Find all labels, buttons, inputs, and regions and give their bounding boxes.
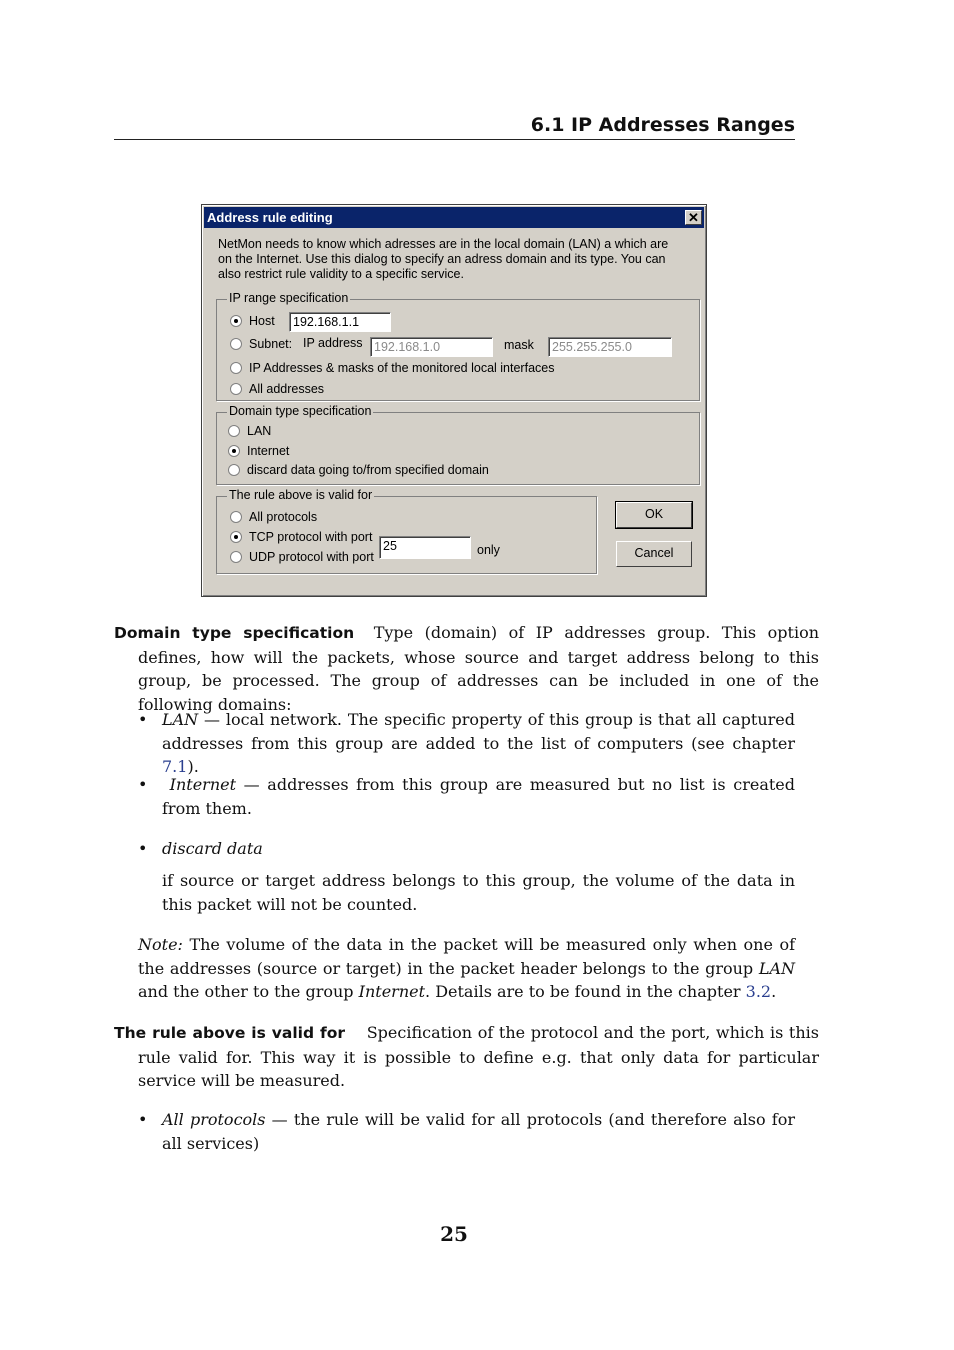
validity-legend: The rule above is valid for: [229, 488, 373, 502]
discard-bullet-item: [138, 837, 795, 861]
lan-text: — local network. The specific property of this group is that all captured addresses from this group are added to the list of computers (see chapter: [162, 710, 795, 753]
domain-type-group: [216, 404, 700, 485]
only-label: only: [477, 543, 500, 557]
tcp-radio-row[interactable]: [230, 530, 372, 544]
lan-bullet-item: [138, 708, 795, 779]
udp-radio-row[interactable]: [230, 550, 374, 564]
rule-valid-paragraph: [114, 1021, 819, 1093]
dialog-title: Address rule editing: [207, 210, 333, 225]
all-protocols-radio-row[interactable]: [230, 510, 317, 524]
all-addresses-radio-row[interactable]: [230, 382, 324, 396]
note-paragraph: [138, 933, 795, 1004]
address-rule-dialog: [201, 204, 707, 597]
chapter-7-1-link[interactable]: 7.1: [162, 757, 188, 776]
note-internet: Internet: [358, 982, 426, 1001]
note-text-a: The volume of the data in the packet will be measured only when one of the addresses (source or target) in the packet header belongs to the group: [138, 935, 795, 978]
chapter-3-2-link[interactable]: 3.2: [745, 982, 772, 1001]
all-addresses-label: All addresses: [249, 382, 325, 396]
dialog-intro: NetMon needs to know which adresses are in the local domain (LAN) a which are on the Internet. Use this dialog to specify an adress domain and its type. You can also restrict rule validity to a specific service.: [218, 237, 669, 281]
note-label: Note:: [138, 935, 183, 954]
bullet: •: [138, 1110, 148, 1129]
host-input[interactable]: 192.168.1.1: [289, 312, 391, 332]
mask-label: mask: [504, 338, 534, 352]
ip-range-legend: IP range specification: [229, 291, 349, 305]
ip-address-label: IP address: [303, 336, 363, 350]
discard-description: [138, 869, 795, 916]
all-protocols-term: All protocols: [162, 1110, 266, 1129]
port-input[interactable]: 25: [379, 536, 471, 559]
discard-radio-row[interactable]: [228, 463, 489, 477]
discard-term: discard data: [162, 839, 263, 858]
lan-text-end: ).: [187, 757, 199, 776]
rule-valid-term: The rule above is valid for: [114, 1024, 346, 1042]
internet-radio[interactable]: [228, 445, 240, 457]
validity-group: [216, 488, 597, 574]
ip-range-group: [216, 291, 700, 401]
discard-label: discard data going to/from specified domain: [247, 463, 489, 477]
internet-radio-row[interactable]: [228, 444, 289, 458]
internet-text: — addresses from this group are measured but no list is created from them.: [162, 775, 795, 818]
cancel-button[interactable]: Cancel: [616, 541, 692, 567]
dialog-titlebar: [204, 207, 704, 228]
domain-type-text: Type (domain) of IP addresses group. This option defines, how will the packets, whose source and target address belong to this group, be processed. The group of addresses can be included in one of the following domains:: [138, 623, 820, 714]
all-protocols-label: All protocols: [249, 510, 318, 524]
bullet: •: [138, 839, 148, 858]
note-text-d: .: [771, 982, 777, 1001]
ok-button[interactable]: OK: [616, 502, 692, 528]
mask-input[interactable]: 255.255.255.0: [548, 337, 672, 357]
note-text-b: and the other to the group: [138, 982, 354, 1001]
discard-radio[interactable]: [228, 464, 240, 476]
note-text-c: . Details are to be found in the chapter: [425, 982, 741, 1001]
all-protocols-radio[interactable]: [230, 511, 242, 523]
lan-term: LAN: [162, 710, 199, 729]
udp-radio[interactable]: [230, 551, 242, 563]
subnet-radio-row[interactable]: [230, 337, 292, 351]
tcp-radio[interactable]: [230, 531, 242, 543]
internet-bullet-item: [138, 773, 795, 820]
discard-text: if source or target address belongs to this group, the volume of the data in this packet will not be counted.: [162, 871, 795, 914]
domain-type-paragraph: [114, 621, 819, 716]
lan-radio[interactable]: [228, 425, 240, 437]
lan-radio-row[interactable]: [228, 424, 271, 438]
bullet: •: [138, 710, 148, 729]
internet-term: Internet: [169, 775, 237, 794]
running-head: 6.1 IP Addresses Ranges: [114, 114, 795, 140]
host-radio[interactable]: [230, 315, 242, 327]
tcp-label: TCP protocol with port: [249, 530, 373, 544]
rule-valid-text: Specification of the protocol and the port, which is this rule valid for. This way it is possible to define e.g. that only data for particular service will be measured.: [138, 1023, 819, 1090]
interfaces-label: IP Addresses & masks of the monitored local interfaces: [249, 361, 555, 375]
subnet-radio[interactable]: [230, 338, 242, 350]
udp-label: UDP protocol with port: [249, 550, 374, 564]
subnet-label: Subnet:: [249, 337, 293, 351]
interfaces-radio-row[interactable]: [230, 361, 554, 375]
subnet-ip-input[interactable]: 192.168.1.0: [370, 337, 493, 357]
interfaces-radio[interactable]: [230, 362, 242, 374]
all-addresses-radio[interactable]: [230, 383, 242, 395]
host-radio-row[interactable]: [230, 314, 275, 328]
all-protocols-text: — the rule will be valid for all protocols (and therefore also for all services): [162, 1110, 795, 1153]
page-number: 25: [440, 1222, 468, 1246]
note-lan: LAN: [758, 958, 795, 978]
lan-label: LAN: [247, 424, 272, 438]
domain-type-legend: Domain type specification: [229, 404, 372, 418]
domain-type-term: Domain type specification: [114, 624, 355, 642]
internet-label: Internet: [247, 444, 290, 458]
close-icon[interactable]: ✕: [685, 210, 702, 225]
all-protocols-bullet-item: [138, 1108, 795, 1155]
host-label: Host: [249, 314, 275, 328]
bullet: •: [138, 775, 148, 794]
